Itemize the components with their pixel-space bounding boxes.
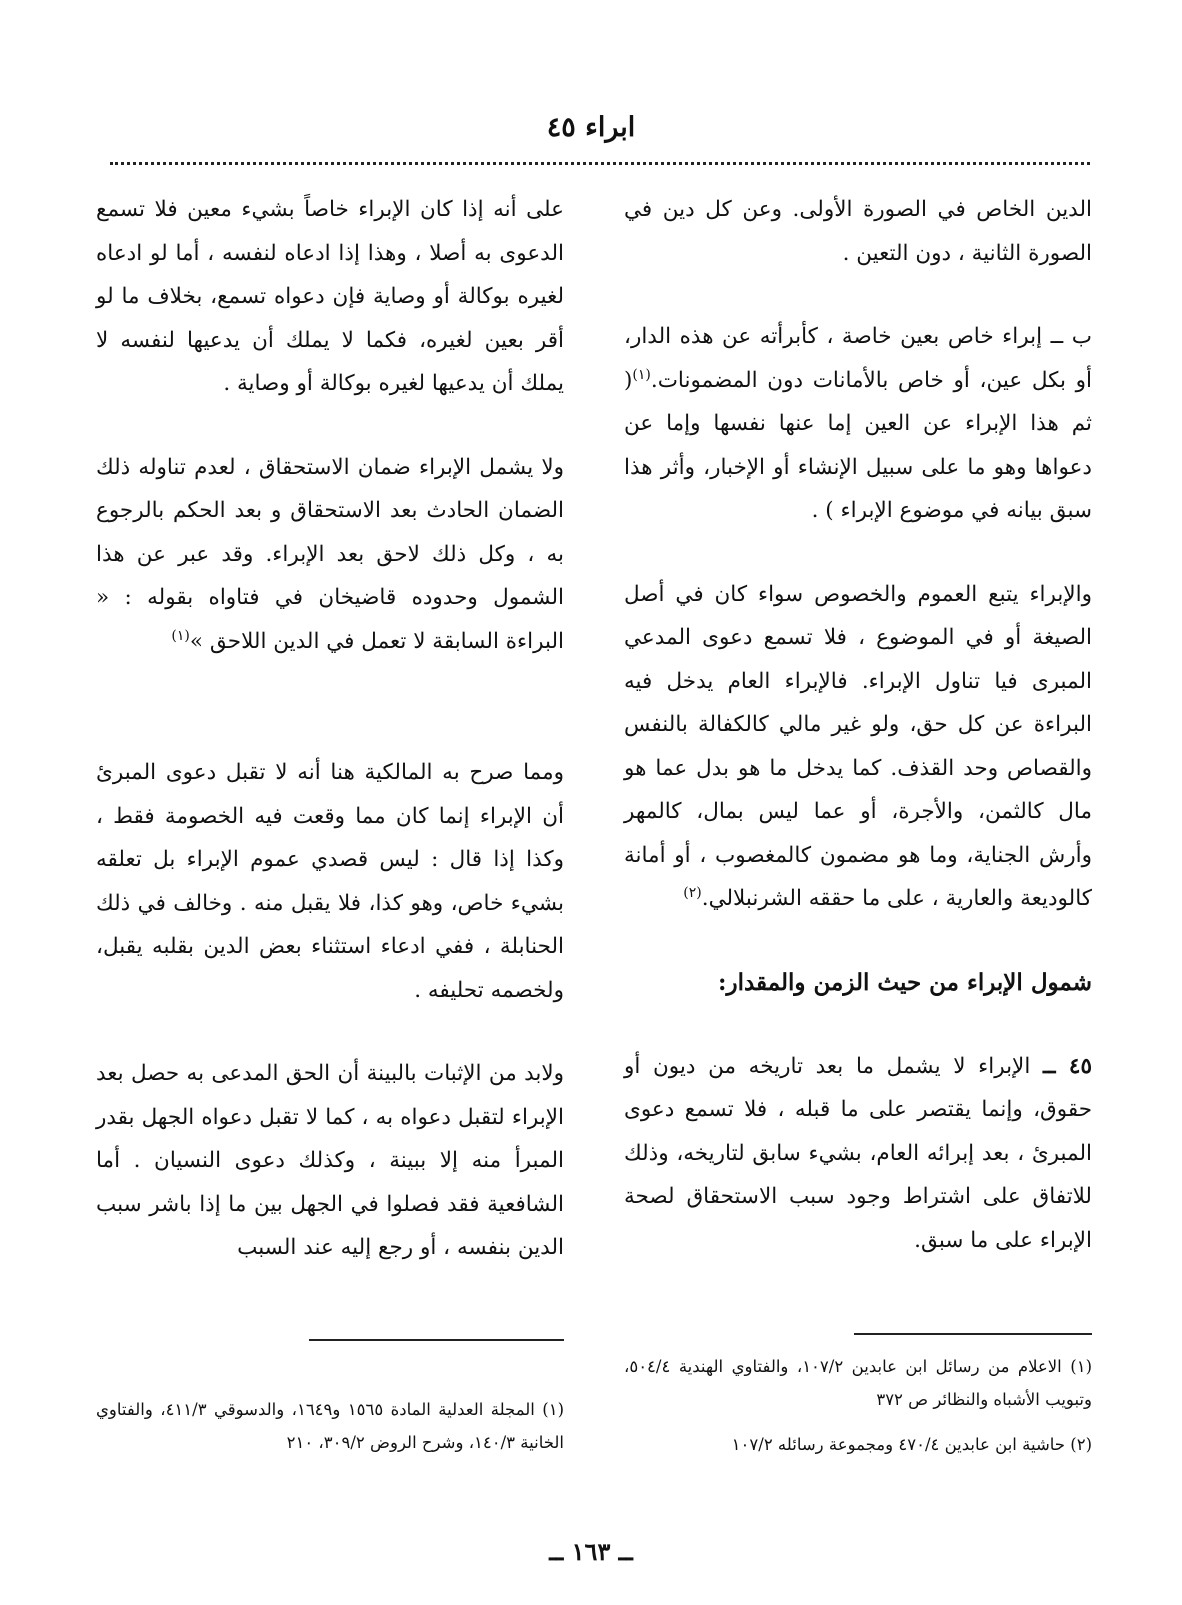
footnote-ref-left-1: (١)	[171, 627, 190, 644]
footnote-right-1: (١) الاعلام من رسائل ابن عابدين ١٠٧/٢، والفتاوي الهندية ٥٠٤/٤، وتبويب الأشباه والنظائر ص ٣٧٢	[624, 1357, 1092, 1409]
right-paragraph-2-text: ب ــ إبراء خاص بعين خاصة ، كأبرأته عن هذه الدار، أو بكل عين، أو خاص بالأمانات دون المضمونات.	[624, 324, 1092, 393]
page-header-title: ابراء ٤٥	[546, 112, 636, 143]
right-paragraph-2-rest: ( ثم هذا الإبراء عن العين إما عنها نفسها وإما عن دعواها وهو ما على سبيل الإنشاء أو الإخبار، وأثر هذا سبق بيانه في موضوع الإبراء ) .	[624, 367, 1092, 523]
left-paragraph-2	[96, 446, 564, 664]
section-number: ٤٥ ــ	[1042, 1053, 1092, 1079]
left-paragraph-4: ولابد من الإثبات بالبينة أن الحق المدعى به حصل بعد الإبراء لتقبل دعواه به ، كما لا تقبل دعواه الجهل بقدر المبرأ منه إلا ببينة ، وكذلك دعوى النسيان . أما الشافعية فقد فصلوا في الجهل بين ما إذا باشر سبب الدين بنفسه ، أو رجع إليه عند السبب	[96, 1061, 564, 1260]
header-dotted-rule	[110, 162, 1090, 165]
right-column	[624, 188, 1092, 1262]
right-paragraph-4	[624, 1045, 1092, 1263]
footnote-ref-1: (١)	[632, 366, 651, 383]
footnote-right-2: (٢) حاشية ابن عابدين ٤٧٠/٤ ومجموعة رسائله ١٠٧/٢	[731, 1435, 1092, 1454]
left-column	[96, 188, 564, 1270]
right-paragraph-1: الدين الخاص في الصورة الأولى. وعن كل دين في الصورة الثانية ، دون التعين .	[624, 197, 1092, 266]
footnote-ref-2: (٢)	[683, 884, 702, 901]
footnote-rule-right	[854, 1333, 1092, 1335]
left-paragraph-3: ومما صرح به المالكية هنا أنه لا تقبل دعوى المبرئ أن الإبراء إنما كان مما وقعت فيه الخصومة فقط ، وكذا إذا قال : ليس قصدي عموم الإبراء بل تعلقه بشيء خاص، وهو كذا، فلا يقبل منه . وخالف في ذلك الحنابلة ، ففي ادعاء استثناء بعض الدين بقلبه يقبل، ولخصمه تحليفه .	[96, 760, 564, 1003]
right-paragraph-3	[624, 573, 1092, 921]
section-heading: شمول الإبراء من حيث الزمن والمقدار:	[718, 968, 1092, 996]
right-paragraph-2	[624, 315, 1092, 533]
footnote-left-1: (١) المجلة العدلية المادة ١٥٦٥ و١٦٤٩، والدسوقي ٤١١/٣، والفتاوي الخانية ١٤٠/٣، وشرح الروض ٣٠٩/٢، ٢١٠	[96, 1400, 565, 1452]
right-paragraph-4-text: الإبراء لا يشمل ما بعد تاريخه من ديون أو حقوق، وإنما يقتصر على ما قبله ، فلا تسمع دعوى المبرئ ، بعد إبرائه العام، بشيء سابق لتاريخه، وذلك للاتفاق على اشتراط وجود سبب الاستحقاق لصحة الإبراء على ما سبق.	[624, 1053, 1092, 1253]
right-paragraph-3-text: والإبراء يتبع العموم والخصوص سواء كان في أصل الصيغة أو في الموضوع ، فلا تسمع دعوى المدعي المبرى فيا تناول الإبراء. فالإبراء العام يدخل فيه البراءة عن كل حق، ولو غير مالي كالكفالة بالنفس والقصاص وحد القذف. كما يدخل ما هو بدل عما هو مال كالثمن، والأجرة، أو عما ليس بمال، كالمهر وأرش الجناية، وما هو مضمون كالمغصوب ، أو أمانة كالوديعة والعارية ، على ما حققه الشرنبلالي.	[624, 581, 1092, 911]
left-paragraph-2-text: ولا يشمل الإبراء ضمان الاستحقاق ، لعدم تناوله ذلك الضمان الحادث بعد الاستحقاق و بعد الحكم بالرجوع به ، وكل ذلك لاحق بعد الإبراء. وقد عبر عن هذا الشمول وحدوده قاضيخان في فتاواه بقوله : « البراءة السابقة لا تعمل في الدين اللاحق »	[96, 454, 564, 654]
left-paragraph-1: على أنه إذا كان الإبراء خاصاً بشيء معين فلا تسمع الدعوى به أصلا ، وهذا إذا ادعاه لنفسه ، أما لو ادعاه لغيره بوكالة أو وصاية فإن دعواه تسمع، بخلاف ما لو أقر بعين لغيره، فكما لا يملك أن يدعيها لنفسه لا يملك أن يدعيها لغيره بوكالة أو وصاية .	[96, 197, 564, 396]
page-number: ــ ١٦٣ ــ	[549, 1537, 633, 1566]
footnote-rule-left	[309, 1339, 564, 1341]
